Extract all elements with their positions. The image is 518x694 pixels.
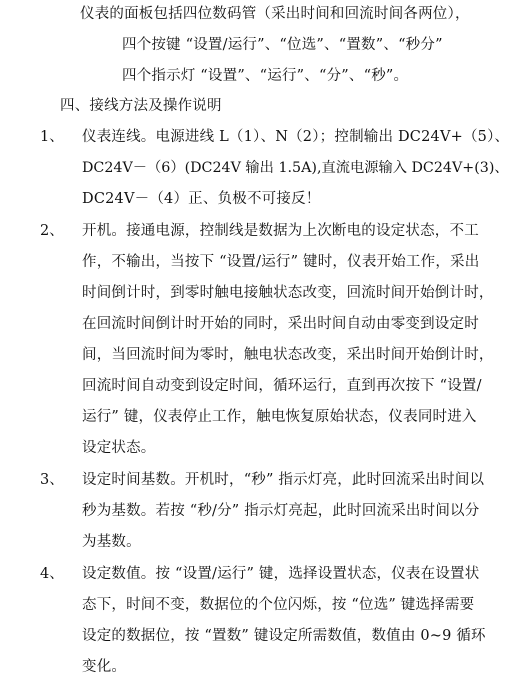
list-item-number: 1、 — [40, 129, 64, 145]
list-item-line: 设定的数据位，按 “置数” 键设定所需数值，数值由 0~9 循环 — [82, 628, 486, 644]
list-item-line: 变化。 — [82, 659, 127, 675]
list-item-line: 秒为基数。若按 “秒/分” 指示灯亮起，此时回流采出时间以分 — [82, 503, 480, 519]
list-item-number: 2、 — [40, 223, 64, 239]
list-item-line: 为基数。 — [82, 534, 141, 550]
intro-line-3: 四个指示灯 “设置”、“运行”、“分”、“秒”。 — [122, 68, 409, 84]
intro-line-1: 仪表的面板包括四位数码管（采出时间和回流时间各两位）， — [80, 6, 470, 22]
list-item-number: 3、 — [40, 472, 64, 488]
list-item-number: 4、 — [40, 566, 64, 582]
list-item-line: 作，不输出，当按下 “设置/运行” 键时，仪表开始工作，采出 — [82, 254, 480, 270]
list-item-line: DC24V－（6）(DC24V 输出 1.5A),直流电源输入 DC24V+(3)、 — [82, 160, 509, 176]
list-item-line: 设定时间基数。开机时，“秒” 指示灯亮，此时回流采出时间以 — [82, 472, 485, 488]
list-item-line: 在回流时间倒计时开始的同时，采出时间自动由零变到设定时 — [82, 316, 479, 332]
intro-line-2: 四个按键 “设置/运行”、“位选”、“置数”、“秒分” — [122, 37, 443, 53]
list-item-line: 运行” 键，仪表停止工作，触电恢复原始状态，仪表同时进入 — [82, 409, 477, 425]
list-item-line: 态下，时间不变，数据位的个位闪烁，按 “位选” 键选择需要 — [82, 597, 475, 613]
list-item-line: 间，当回流时间为零时，触电状态改变，采出时间开始倒计时， — [82, 347, 494, 363]
list-item-line: 设定数值。按 “设置/运行” 键，选择设置状态，仪表在设置状 — [82, 566, 480, 582]
list-item-line: 回流时间自动变到设定时间，循环运行，直到再次按下 “设置/ — [82, 378, 482, 394]
list-item-line: 时间倒计时，到零时触电接触状态改变，回流时间开始倒计时， — [82, 285, 494, 301]
section-heading: 四、接线方法及操作说明 — [60, 98, 222, 114]
list-item-line: 仪表连线。电源进线 L（1）、N（2）；控制输出 DC24V+（5）、 — [82, 129, 510, 145]
list-item-line: 开机。接通电源，控制线是数据为上次断电的设定状态，不工 — [82, 223, 479, 239]
list-item-line: DC24V－（4）正、负极不可接反！ — [82, 191, 321, 207]
list-item-line: 设定状态。 — [82, 440, 156, 456]
